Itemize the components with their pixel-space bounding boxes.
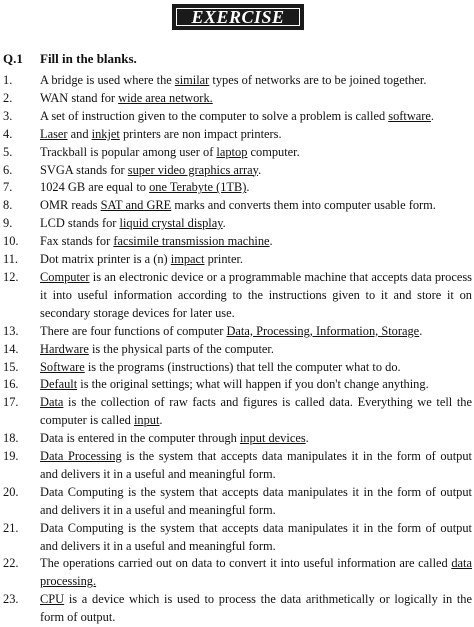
statement-text: printers are non impact printers.: [119, 126, 282, 141]
statement-text: and: [67, 126, 92, 141]
statement-text: .: [159, 413, 163, 428]
item-number: 5.: [3, 144, 13, 159]
statement-text: .: [430, 108, 435, 123]
answer-text: Laser: [40, 126, 68, 141]
item-number: 9.: [3, 216, 13, 231]
answer-text: Data: [40, 395, 64, 410]
item-number: 1.: [3, 73, 13, 87]
item-number: 2.: [3, 90, 13, 105]
item-text: [40, 90, 472, 108]
statement-text: WAN stand for: [40, 90, 119, 105]
item-number: 21.: [3, 520, 19, 535]
statement-text: is the physical parts of the computer.: [88, 341, 274, 356]
item-number: 23.: [3, 592, 19, 607]
statement-text: OMR reads: [40, 198, 101, 213]
answer-text: Software: [40, 359, 85, 374]
item-number: 15.: [3, 359, 19, 374]
answer-text: similar: [174, 73, 210, 87]
statement-text: SVGA stands for: [40, 162, 128, 177]
answer-text: inkjet: [91, 126, 120, 141]
item-number: 17.: [3, 395, 19, 410]
item-text: [40, 359, 472, 377]
list-item: [0, 484, 474, 520]
statement-text: is a device which is used to process the data arithmetically or logically in the form of output.: [40, 592, 472, 625]
answer-text: software: [388, 108, 431, 123]
question-title: Fill in the blanks.: [40, 51, 137, 66]
statement-text: The operations carried out on data to convert it into useful information are called: [40, 556, 452, 571]
statement-text: .: [269, 234, 273, 249]
statement-text: .: [246, 180, 250, 195]
item-number: 18.: [3, 431, 19, 446]
list-item: [0, 448, 474, 484]
statement-text: printer.: [204, 252, 244, 267]
answer-text: laptop: [216, 144, 248, 159]
item-number: 4.: [3, 126, 13, 141]
statement-text: A bridge is used where the: [40, 73, 175, 87]
answer-text: data processing.: [40, 556, 472, 589]
item-text: [40, 233, 472, 251]
item-number: 22.: [3, 556, 19, 571]
list-item: [0, 323, 474, 341]
item-text: [40, 269, 472, 323]
item-text: [40, 591, 472, 627]
item-text: [40, 323, 472, 341]
answer-text: Data, Processing, Information, Storage: [226, 323, 420, 338]
list-item: [0, 179, 474, 197]
item-number: 14.: [3, 341, 19, 356]
item-number: 16.: [3, 377, 19, 392]
statement-text: is the programs (instructions) that tell the computer what to do.: [84, 359, 401, 374]
exercise-banner: [172, 4, 304, 30]
list-item: [0, 108, 474, 126]
answer-text: Data Processing: [40, 449, 122, 464]
answer-text: input: [133, 413, 160, 428]
list-item: [0, 376, 474, 394]
item-text: [40, 197, 472, 215]
list-item: [0, 341, 474, 359]
statement-text: types of networks are to be joined together.: [209, 73, 427, 87]
item-text: [40, 251, 472, 269]
list-item: [0, 126, 474, 144]
answer-text: CPU: [40, 592, 65, 607]
statement-text: marks and converts them into computer usable form.: [171, 198, 436, 213]
answer-text: Hardware: [40, 341, 89, 356]
answer-text: facsimile transmission machine: [113, 234, 270, 249]
item-text: [40, 72, 472, 90]
list-item: [0, 197, 474, 215]
list-item: [0, 215, 474, 233]
item-number: 6.: [3, 162, 13, 177]
item-number: 11.: [3, 252, 19, 267]
list-item: [0, 90, 474, 108]
answer-text: Default: [40, 377, 78, 392]
list-item: [0, 72, 474, 90]
list-item: [0, 430, 474, 448]
item-number: 7.: [3, 180, 13, 195]
statement-text: is the original settings; what will happen if you don't change anything.: [77, 377, 429, 392]
list-item: [0, 233, 474, 251]
statement-text: .: [258, 162, 262, 177]
statement-text: Trackball is popular among user of: [40, 144, 217, 159]
list-item: [0, 520, 474, 556]
item-text: [40, 448, 472, 484]
item-text: [40, 376, 472, 394]
question-number: Q.1: [3, 51, 23, 66]
statement-text: is an electronic device or a programmable machine that accepts data process it into useful information according to the instructions given to it and store it on secondary storage devices for later use.: [40, 269, 472, 320]
item-number: 8.: [3, 198, 13, 213]
statement-text: Data Computing is the system that accepts data manipulates it in the form of output and delivers it in a useful and meaningful form.: [40, 484, 472, 517]
item-number: 19.: [3, 449, 19, 464]
list-item: [0, 251, 474, 269]
statement-text: Dot matrix printer is a (n): [40, 252, 171, 267]
item-text: [40, 341, 472, 359]
answer-text: liquid crystal display: [119, 216, 223, 231]
item-text: [40, 162, 472, 180]
statement-text: Data is entered in the computer through: [40, 431, 240, 446]
item-number: 20.: [3, 484, 19, 499]
item-number: 3.: [3, 108, 13, 123]
item-number: 10.: [3, 234, 19, 249]
statement-text: A set of instruction given to the computer to solve a problem is called: [40, 108, 389, 123]
statement-text: is the system that accepts data manipulates it in the form of output and delivers it in a useful and meaningful form.: [40, 449, 472, 481]
item-text: [40, 144, 472, 162]
exercise-title: EXERCISE: [176, 8, 300, 26]
statement-text: LCD stands for: [40, 216, 120, 231]
statement-text: .: [222, 216, 226, 231]
statement-text: computer.: [247, 144, 300, 159]
item-text: [40, 108, 472, 126]
list-item: [0, 591, 474, 627]
list-item: [0, 359, 474, 377]
item-text: [40, 484, 472, 520]
statement-text: is the collection of raw facts and figures is called data. Everything we tell the computer is called: [40, 395, 472, 428]
item-number: 13.: [3, 323, 19, 338]
answer-text: input devices: [239, 431, 306, 446]
list-item: [0, 144, 474, 162]
statement-text: .: [305, 431, 309, 446]
list-item: [0, 269, 474, 323]
item-text: [40, 430, 472, 448]
answer-text: impact: [170, 252, 205, 267]
item-text: [40, 394, 472, 430]
list-item: [0, 394, 474, 430]
list-item: [0, 162, 474, 180]
list-item: [0, 555, 474, 591]
answer-text: wide area network.: [118, 90, 213, 105]
statement-text: Data Computing is the system that accepts data manipulates it in the form of output and delivers it in a useful and meaningful form.: [40, 520, 472, 553]
item-text: [40, 126, 472, 144]
answer-text: one Terabyte (1TB): [149, 180, 247, 195]
item-text: [40, 179, 472, 197]
statement-text: Fax stands for: [40, 234, 114, 249]
blanks-list: [0, 72, 474, 627]
statement-text: There are four functions of computer: [40, 323, 227, 338]
answer-text: Computer: [40, 269, 90, 284]
item-text: [40, 555, 472, 591]
answer-text: super video graphics array: [127, 162, 259, 177]
item-number: 12.: [3, 269, 19, 284]
statement-text: .: [419, 323, 423, 338]
item-text: [40, 520, 472, 556]
item-text: [40, 215, 472, 233]
answer-text: SAT and GRE: [100, 198, 172, 213]
statement-text: 1024 GB are equal to: [40, 180, 150, 195]
